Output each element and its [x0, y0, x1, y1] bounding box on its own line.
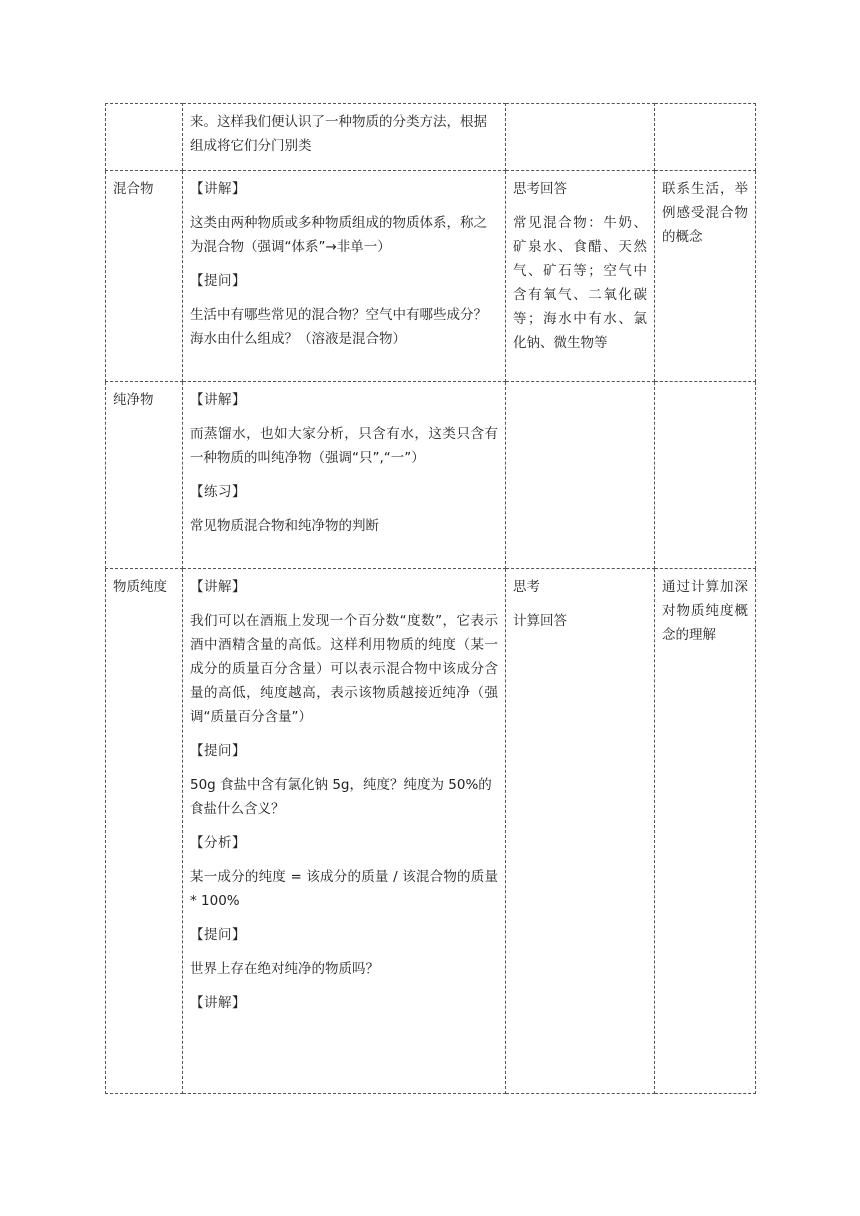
content-paragraph: 50g 食盐中含有氯化钠 5g，纯度？纯度为 50%的食盐什么含义？: [190, 777, 492, 817]
section-heading: 【分析】: [190, 835, 246, 851]
content-cell: [183, 171, 506, 382]
design-intent: 通过计算加深对物质纯度概念的理解: [662, 579, 748, 643]
section-heading: 【讲解】: [190, 392, 246, 408]
intent-cell: [655, 104, 756, 171]
content-paragraph: 而蒸馏水，也如大家分析，只含有水，这类只含有一种物质的叫纯净物（强调“只”,“一”）: [190, 426, 498, 466]
table-row-mixture: [106, 171, 756, 382]
topic-cell: [106, 382, 183, 569]
content-cell: [183, 382, 506, 569]
student-cell: [506, 171, 655, 382]
content-cell: [183, 104, 506, 171]
intent-cell: [655, 382, 756, 569]
topic-cell: [106, 569, 183, 1094]
section-heading: 【提问】: [190, 927, 246, 943]
intent-cell: [655, 171, 756, 382]
student-activity: 思考回答: [513, 181, 567, 197]
content-paragraph: 我们可以在酒瓶上发现一个百分数“度数”，它表示酒中酒精含量的高低。这样利用物质的纯度（某一成分的质量百分含量）可以表示混合物中该成分含量的高低，纯度越高，表示该物质越接近纯净（强调“质量百分含量”）: [190, 613, 498, 725]
content-paragraph: 生活中有哪些常见的混合物？空气中有哪些成分？海水由什么组成？（溶液是混合物）: [190, 307, 487, 347]
student-cell: [506, 569, 655, 1094]
topic-label: 纯净物: [113, 392, 154, 408]
topic-label: 混合物: [113, 181, 154, 197]
student-cell: [506, 382, 655, 569]
section-heading: 【讲解】: [190, 995, 246, 1011]
section-heading: 【讲解】: [190, 579, 246, 595]
design-intent: 联系生活，举例感受混合物的概念: [662, 181, 748, 245]
content-paragraph: 某一成分的纯度 = 该成分的质量 / 该混合物的质量 * 100%: [190, 869, 498, 909]
lesson-plan-table: [105, 103, 756, 1094]
section-heading: 【提问】: [190, 273, 246, 289]
student-cell: [506, 104, 655, 171]
topic-label: 物质纯度: [113, 579, 167, 595]
table-row-pure-substance: [106, 382, 756, 569]
student-activity: 思考: [513, 579, 540, 595]
section-heading: 【讲解】: [190, 181, 246, 197]
content-paragraph: 这类由两种物质或多种物质组成的物质体系，称之为混合物（强调“体系”→非单一）: [190, 215, 487, 255]
lesson-plan-page: [105, 103, 755, 1094]
content-cell: [183, 569, 506, 1094]
topic-cell: [106, 104, 183, 171]
student-answer: 计算回答: [513, 613, 567, 629]
content-paragraph: 世界上存在绝对纯净的物质吗？: [190, 961, 379, 977]
student-answer: 常见混合物：牛奶、矿泉水、食醋、天然气、矿石等；空气中含有氧气、二氧化碳等；海水中有水、氯化钠、微生物等: [513, 215, 647, 351]
section-heading: 【练习】: [190, 484, 246, 500]
table-row-intro: [106, 104, 756, 171]
topic-cell: [106, 171, 183, 382]
content-paragraph: 常见物质混合物和纯净物的判断: [190, 518, 379, 534]
table-row-purity: [106, 569, 756, 1094]
intent-cell: [655, 569, 756, 1094]
section-heading: 【提问】: [190, 743, 246, 759]
content-paragraph: 来。这样我们便认识了一种物质的分类方法，根据组成将它们分门别类: [190, 114, 487, 154]
